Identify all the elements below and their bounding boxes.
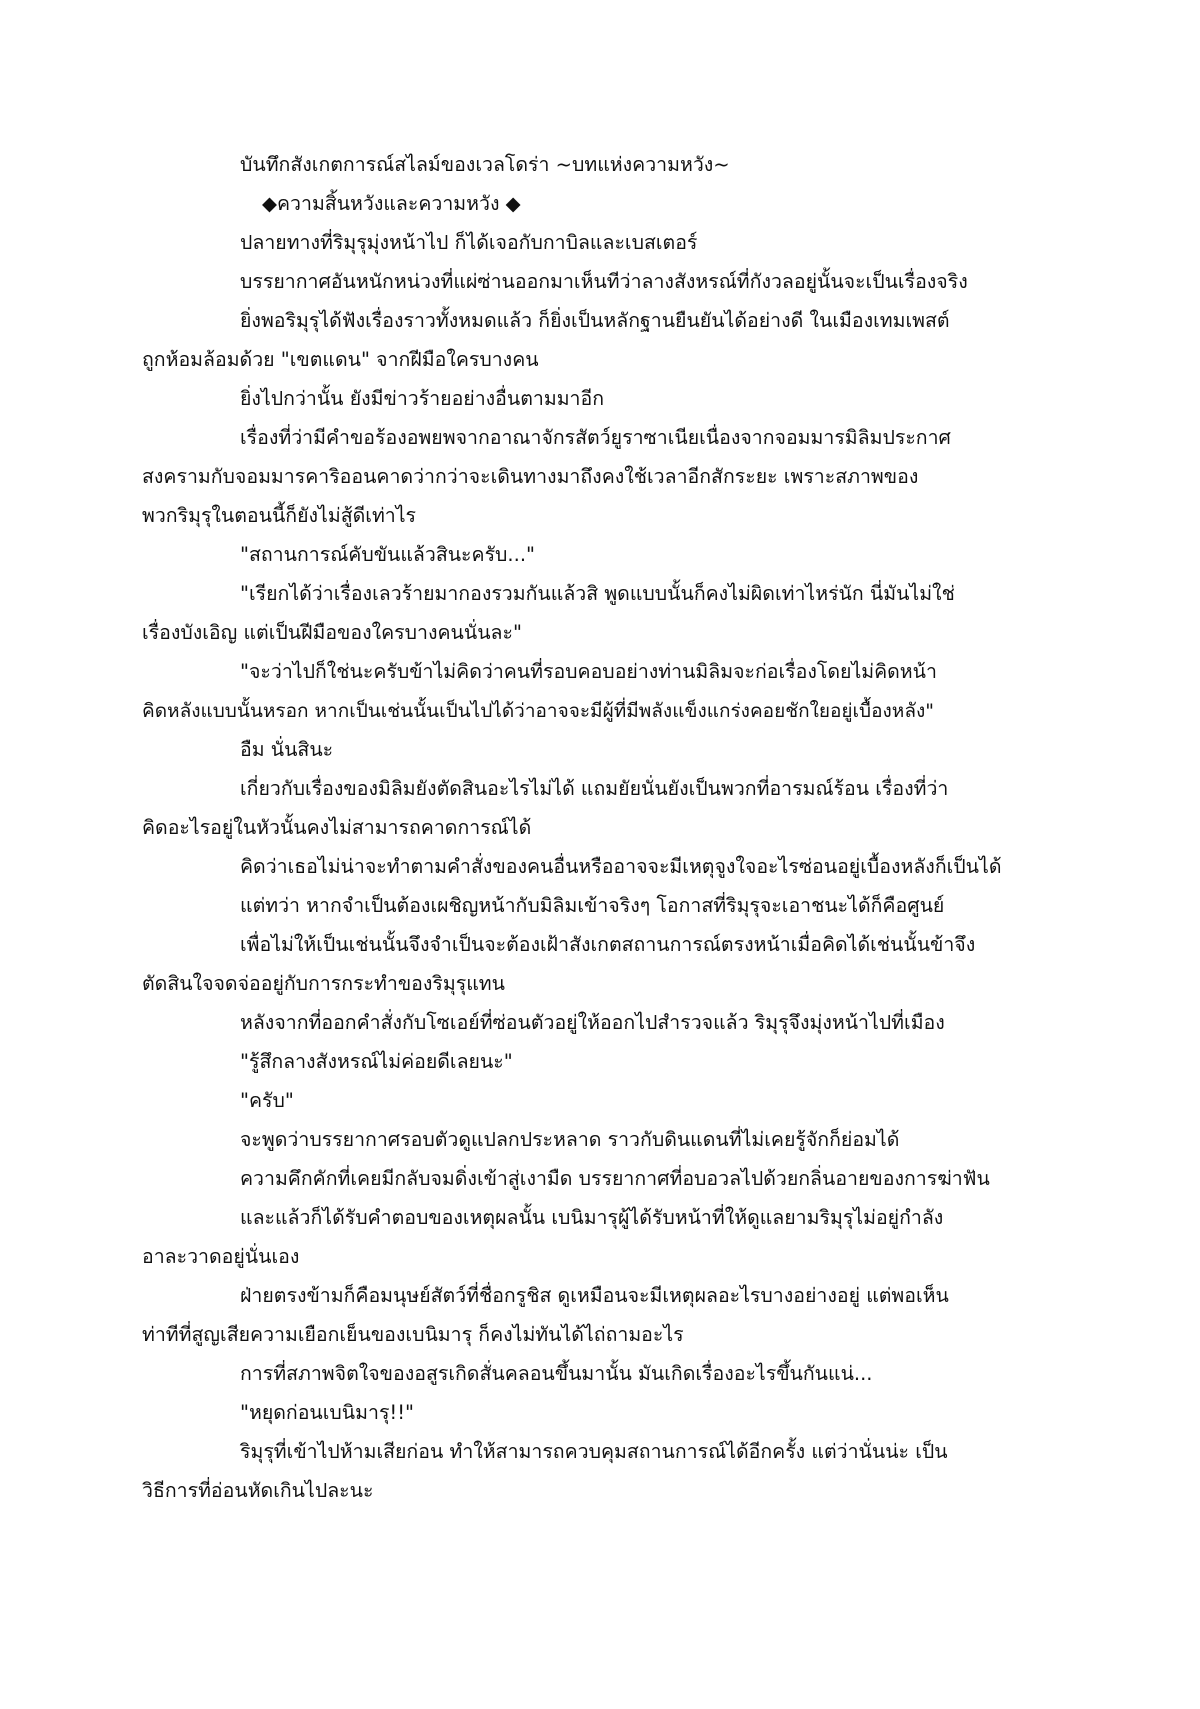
paragraph-line: พวกริมุรุในตอนนี้ก็ยังไม่สู้ดีเท่าไร bbox=[142, 504, 417, 527]
paragraph-line: เพื่อไม่ให้เป็นเช่นนั้นจึงจำเป็นจะต้องเฝ้าสังเกตสถานการณ์ตรงหน้าเมื่อคิดได้เช่นนั้นข้าจึง bbox=[240, 933, 976, 956]
paragraph-line: วิธีการที่อ่อนหัดเกินไปละนะ bbox=[142, 1479, 374, 1502]
paragraph-line: หลังจากที่ออกคำสั่งกับโซเอย์ที่ซ่อนตัวอยู่ให้ออกไปสำรวจแล้ว ริมุรุจึงมุ่งหน้าไปที่เมือง bbox=[240, 1011, 945, 1034]
paragraph-line: ยิ่งไปกว่านั้น ยังมีข่าวร้ายอย่างอื่นตามมาอีก bbox=[240, 387, 605, 410]
paragraph-line: คิดอะไรอยู่ในหัวนั้นคงไม่สามารถคาดการณ์ได้ bbox=[142, 816, 532, 839]
paragraph-line: และแล้วก็ได้รับคำตอบของเหตุผลนั้น เบนิมารุผู้ได้รับหน้าที่ให้ดูแลยามริมุรุไม่อยู่กำลัง bbox=[240, 1206, 944, 1229]
paragraph-line: ปลายทางที่ริมุรุมุ่งหน้าไป ก็ได้เจอกับกาบิลและเบสเตอร์ bbox=[240, 231, 698, 254]
paragraph-line: การที่สภาพจิตใจของอสูรเกิดสั่นคลอนขึ้นมานั้น มันเกิดเรื่องอะไรขึ้นกันแน่... bbox=[240, 1362, 873, 1385]
dialogue-line: "สถานการณ์คับขันแล้วสินะครับ..." bbox=[240, 543, 535, 566]
document-title: บันทึกสังเกตการณ์สไลม์ของเวลโดร่า ~บทแห่งความหวัง~ bbox=[240, 153, 730, 176]
paragraph-line: ตัดสินใจจดจ่ออยู่กับการกระทำของริมุรุแทน bbox=[142, 972, 505, 995]
paragraph-line: บรรยากาศอันหนักหน่วงที่แผ่ซ่านออกมาเห็นทีว่าลางสังหรณ์ที่กังวลอยู่นั้นจะเป็นเรื่องจริง bbox=[240, 270, 968, 293]
paragraph-line: ความคึกคักที่เคยมีกลับจมดิ่งเข้าสู่เงามืด บรรยากาศที่อบอวลไปด้วยกลิ่นอายของการฆ่าฟัน bbox=[240, 1167, 990, 1190]
dialogue-line: เรื่องบังเอิญ แต่เป็นฝีมือของใครบางคนนั่นละ" bbox=[142, 621, 522, 644]
paragraph-line: ถูกห้อมล้อมด้วย "เขตแดน" จากฝีมือใครบางคน bbox=[142, 348, 539, 371]
dialogue-line: "เรียกได้ว่าเรื่องเลวร้ายมากองรวมกันแล้วสิ พูดแบบนั้นก็คงไม่ผิดเท่าไหร่นัก นี่มันไม่ใช่ bbox=[240, 582, 955, 605]
paragraph-line: สงครามกับจอมมารคาริออนคาดว่ากว่าจะเดินทางมาถึงคงใช้เวลาอีกสักระยะ เพราะสภาพของ bbox=[142, 465, 919, 488]
paragraph-line: ฝ่ายตรงข้ามก็คือมนุษย์สัตว์ที่ชื่อกรูชิส ดูเหมือนจะมีเหตุผลอะไรบางอย่างอยู่ แต่พอเห็น bbox=[240, 1284, 949, 1307]
paragraph-line: ริมุรุที่เข้าไปห้ามเสียก่อน ทำให้สามารถควบคุมสถานการณ์ได้อีกครั้ง แต่ว่านั่นน่ะ เป็น bbox=[240, 1440, 948, 1463]
paragraph-line: เกี่ยวกับเรื่องของมิลิมยังตัดสินอะไรไม่ได้ แถมยัยนั่นยังเป็นพวกที่อารมณ์ร้อน เรื่องที่ว่า bbox=[240, 777, 949, 800]
paragraph-line: ท่าทีที่สูญเสียความเยือกเย็นของเบนิมารุ ก็คงไม่ทันได้ไถ่ถามอะไร bbox=[142, 1323, 684, 1346]
paragraph-line: อาละวาดอยู่นั่นเอง bbox=[142, 1245, 300, 1268]
dialogue-line: "หยุดก่อนเบนิมารุ!!" bbox=[240, 1401, 415, 1424]
paragraph-line: อืม นั่นสินะ bbox=[240, 738, 334, 761]
section-heading: ◆ความสิ้นหวังและความหวัง ◆ bbox=[262, 192, 521, 215]
paragraph-line: คิดว่าเธอไม่น่าจะทำตามคำสั่งของคนอื่นหรืออาจจะมีเหตุจูงใจอะไรซ่อนอยู่เบื้องหลังก็เป็นได้ bbox=[240, 855, 1002, 878]
paragraph-line: จะพูดว่าบรรยากาศรอบตัวดูแปลกประหลาด ราวกับดินแดนที่ไม่เคยรู้จักก็ย่อมได้ bbox=[240, 1128, 900, 1151]
dialogue-line: "รู้สึกลางสังหรณ์ไม่ค่อยดีเลยนะ" bbox=[240, 1050, 513, 1073]
paragraph-line: เรื่องที่ว่ามีคำขอร้องอพยพจากอาณาจักรสัตว์ยูราซาเนียเนื่องจากจอมมารมิลิมประกาศ bbox=[240, 426, 951, 449]
dialogue-line: คิดหลังแบบนั้นหรอก หากเป็นเช่นนั้นเป็นไปได้ว่าอาจจะมีผู้ที่มีพลังแข็งแกร่งคอยชักใยอยู่เบื้องหลัง" bbox=[142, 700, 934, 722]
dialogue-line: "ครับ" bbox=[240, 1089, 294, 1112]
paragraph-line: ยิ่งพอริมุรุได้ฟังเรื่องราวทั้งหมดแล้ว ก็ยิ่งเป็นหลักฐานยืนยันได้อย่างดี ในเมืองเทมเพสต์ bbox=[240, 309, 950, 332]
paragraph-line: แต่ทว่า หากจำเป็นต้องเผชิญหน้ากับมิลิมเข้าจริงๆ โอกาสที่ริมุรุจะเอาชนะได้ก็คือศูนย์ bbox=[240, 894, 945, 917]
dialogue-line: "จะว่าไปก็ใช่นะครับข้าไม่คิดว่าคนที่รอบคอบอย่างท่านมิลิมจะก่อเรื่องโดยไม่คิดหน้า bbox=[240, 660, 937, 683]
